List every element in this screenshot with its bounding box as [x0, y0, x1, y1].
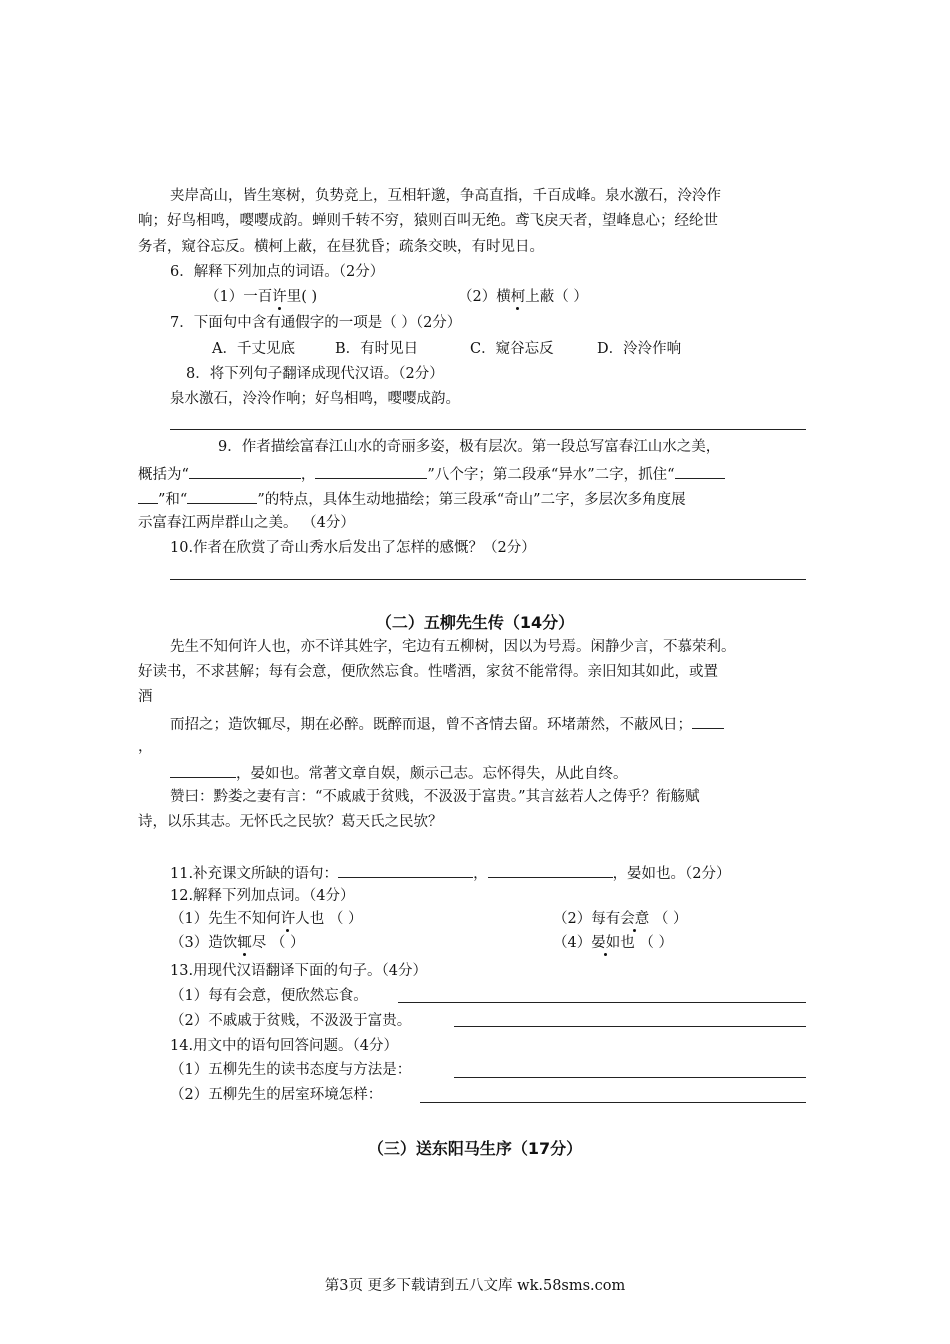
q9-text: 概括为“ — [138, 467, 189, 483]
fill-blank — [187, 488, 257, 504]
question-6-item-1 — [205, 287, 317, 307]
q6-item1-text: （1）一百 — [205, 289, 273, 305]
question-12-item-3 — [170, 933, 304, 953]
passage-line: 赞曰：黔娄之妻有言：“不戚戚于贫贱，不汲汲于富贵。”其言兹若人之俦乎？衔觞赋 — [170, 789, 700, 805]
question-12-stem: 12.解释下列加点词。（4分） — [170, 888, 355, 904]
passage-line: 诗，以乐其志。无怀氏之民欤？葛天氏之民欤？ — [138, 814, 443, 830]
emphasis-dot-char: 许 — [272, 289, 287, 305]
fill-blank — [675, 463, 725, 479]
q6-item1-blank: 里( ) — [286, 289, 318, 305]
q6-item2-text: （2）横 — [458, 289, 511, 305]
passage-line: 酒 — [138, 689, 153, 705]
question-13-stem: 13.用现代汉语翻译下面的句子。（4分） — [170, 963, 428, 979]
question-7-option-c: C．窥谷忘反 — [470, 341, 554, 357]
passage-line: ， — [138, 739, 153, 755]
question-7-option-a: A．千丈见底 — [212, 341, 295, 357]
emphasis-dot-char: 会意 — [620, 911, 650, 927]
question-9-line-3 — [138, 488, 686, 510]
q12-text: （4） — [553, 935, 592, 951]
question-14-item-1: （1）五柳先生的读书态度与方法是： — [170, 1062, 412, 1078]
q6-item2-blank: 上蔽（ ） — [525, 289, 588, 305]
question-12-item-2 — [553, 909, 687, 929]
question-9-line-4: 示富春江两岸群山之美。 （4分） — [138, 515, 355, 531]
q12-blank: 也 （ ） — [620, 935, 673, 951]
fill-blank — [488, 862, 613, 878]
fill-blank — [692, 713, 724, 729]
question-10-stem: 10.作者在欣赏了奇山秀水后发出了怎样的感慨？（2分） — [170, 540, 536, 556]
fill-blank — [338, 862, 473, 878]
q12-blank: 尽 （ ） — [251, 935, 305, 951]
question-13-item-1: （1）每有会意，便欣然忘食。 — [170, 988, 368, 1004]
fill-blank — [189, 463, 301, 479]
answer-line — [170, 579, 806, 580]
q9-text: ”的特点，具体生动地描绘；第三段承“奇山”二字，多层次多角度展 — [257, 492, 686, 508]
question-11 — [170, 862, 731, 884]
emphasis-dot-char: 晏如 — [591, 935, 621, 951]
answer-line — [398, 1002, 806, 1003]
question-7-stem: 7．下面句中含有通假字的一项是（ ）（2分） — [170, 315, 462, 331]
passage-line — [170, 762, 628, 784]
q11-text: ， — [473, 866, 488, 882]
q12-text: （3）造饮 — [170, 935, 238, 951]
q12-text: （1）先生不知何 — [170, 911, 281, 927]
passage-line — [170, 713, 724, 735]
question-8-stem: 8．将下列句子翻译成现代汉语。（2分） — [186, 366, 444, 382]
answer-line — [170, 429, 806, 430]
section-3-title: （三）送东阳马生序（17分） — [367, 1139, 583, 1158]
answer-line — [420, 1102, 806, 1103]
fill-blank — [138, 488, 158, 504]
answer-line — [454, 1026, 806, 1027]
page-footer: 第3页 更多下载请到五八文库 wk.58sms.com — [324, 1278, 626, 1294]
question-14-item-2: （2）五柳先生的居室环境怎样： — [170, 1087, 383, 1103]
q12-blank: 人也 （ ） — [295, 911, 363, 927]
q11-text: ，晏如也。（2分） — [612, 866, 731, 882]
q11-text: 11.补充课文所缺的语句： — [170, 866, 339, 882]
q12-blank: （ ） — [649, 911, 688, 927]
answer-line — [454, 1077, 806, 1078]
passage-line: 夹岸高山，皆生寒树，负势竞上，互相轩邈，争高直指，千百成峰。泉水激石，泠泠作 — [170, 188, 721, 204]
question-13-item-2: （2）不戚戚于贫贱，不汲汲于富贵。 — [170, 1013, 412, 1029]
question-6-stem: 6．解释下列加点的词语。（2分） — [170, 264, 385, 280]
passage-line: 响；好鸟相鸣，嘤嘤成韵。蝉则千转不穷，猿则百叫无绝。鸢飞戾天者，望峰息心；经纶世 — [138, 213, 718, 229]
emphasis-dot-char: 柯 — [510, 289, 526, 305]
q9-text: ”和“ — [158, 492, 188, 508]
q9-text: ， — [300, 467, 316, 483]
emphasis-dot-char: 辄 — [237, 935, 252, 951]
question-14-stem: 14.用文中的语句回答问题。（4分） — [170, 1038, 399, 1054]
question-7-option-d: D．泠泠作响 — [597, 341, 682, 357]
emphasis-dot-char: 许 — [280, 911, 296, 927]
question-8-sentence: 泉水激石，泠泠作响；好鸟相鸣，嘤嘤成韵。 — [170, 391, 460, 407]
question-12-item-1 — [170, 909, 362, 929]
passage-text: 而招之；造饮辄尽，期在必醉。既醉而退，曾不吝情去留。环堵萧然，不蔽风日； — [170, 717, 692, 733]
question-9-line-2 — [138, 463, 725, 485]
fill-blank — [170, 762, 236, 778]
section-2-title: （二）五柳先生传（14分） — [375, 613, 575, 632]
passage-line: 好读书，不求甚解；每有会意，便欣然忘食。性嗜酒，家贫不能常得。亲旧知其如此，或置 — [138, 664, 718, 680]
fill-blank — [315, 463, 427, 479]
passage-line: 务者，窥谷忘反。横柯上蔽，在昼犹昏；疏条交映，有时见日。 — [138, 239, 544, 255]
question-9-line-1: 9．作者描绘富春江山水的奇丽多姿，极有层次。第一段总写富春江山水之美， — [218, 439, 721, 455]
question-6-item-2 — [458, 287, 588, 307]
question-7-option-b: B．有时见日 — [335, 341, 419, 357]
q9-text: ”八个字；第二段承“异水”二字，抓住“ — [427, 467, 675, 483]
passage-line: 先生不知何许人也，亦不详其姓字，宅边有五柳树，因以为号焉。闲静少言，不慕荣利。 — [170, 639, 736, 655]
q12-text: （2）每有 — [553, 911, 621, 927]
passage-text: ，晏如也。常著文章自娱，颇示己志。忘怀得失，从此自终。 — [236, 766, 628, 782]
question-12-item-4 — [553, 933, 673, 953]
